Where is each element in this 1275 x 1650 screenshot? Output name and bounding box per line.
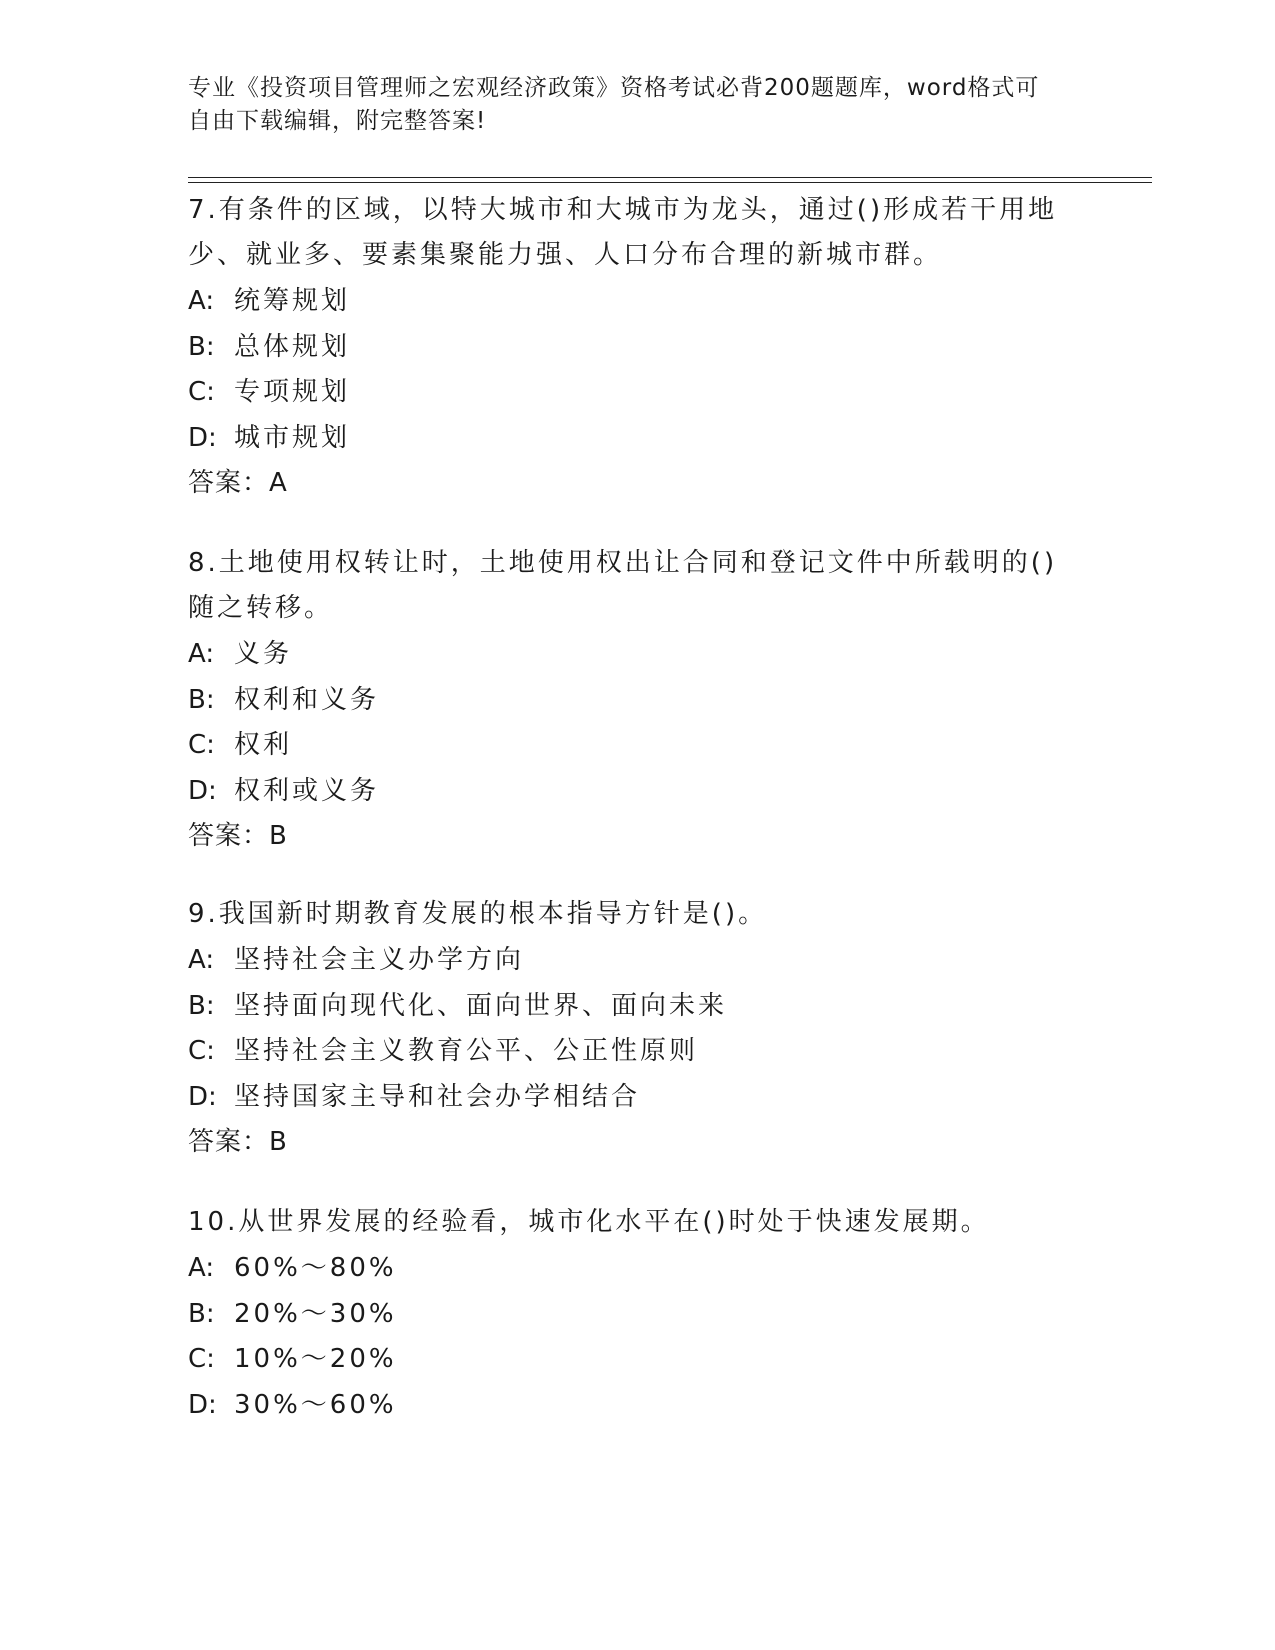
option-label: D: xyxy=(188,775,217,806)
option-label: A: xyxy=(188,1253,215,1283)
option-b xyxy=(188,325,1088,371)
option-text: 专项规划 xyxy=(234,377,351,407)
option-label: A: xyxy=(188,286,215,316)
header-line-2: 自由下载编辑，附完整答案! xyxy=(188,108,487,134)
question-stem-line: 8.土地使用权转让时，土地使用权出让合同和登记文件中所载明的() xyxy=(188,548,1058,578)
question-stem-line: 少、就业多、要素集聚能力强、人口分布合理的新城市群。 xyxy=(188,240,943,270)
option-label: B: xyxy=(188,1298,215,1329)
question-stem-line: 10.从世界发展的经验看，城市化水平在()时处于快速发展期。 xyxy=(188,1207,990,1237)
option-d xyxy=(188,1075,1088,1121)
option-label: C: xyxy=(188,1344,215,1374)
option-text: 权利或义务 xyxy=(234,775,380,806)
option-text: 坚持社会主义教育公平、公正性原则 xyxy=(234,1036,699,1066)
option-text: 城市规划 xyxy=(234,422,351,453)
option-c xyxy=(188,1337,1088,1383)
option-label: C: xyxy=(188,1036,215,1066)
answer-value: B xyxy=(269,821,287,851)
option-label: B: xyxy=(188,684,215,715)
option-text: 总体规划 xyxy=(234,331,351,362)
question-stem-line: 9.我国新时期教育发展的根本指导方针是()。 xyxy=(188,899,768,929)
question-7 xyxy=(188,188,1088,506)
option-d xyxy=(188,416,1088,462)
option-text: 权利 xyxy=(234,730,293,760)
option-a xyxy=(188,1246,1088,1292)
option-text: 权利和义务 xyxy=(234,684,380,715)
option-text: 坚持面向现代化、面向世界、面向未来 xyxy=(234,990,728,1021)
answer-label: 答案： xyxy=(188,468,270,498)
option-label: D: xyxy=(188,422,217,453)
question-8 xyxy=(188,541,1088,859)
question-10 xyxy=(188,1200,1088,1428)
option-label: D: xyxy=(188,1081,217,1112)
option-text: 10%～20% xyxy=(234,1344,397,1374)
question-stem xyxy=(188,1200,1088,1245)
option-label: C: xyxy=(188,377,215,407)
option-c xyxy=(188,370,1088,416)
option-d xyxy=(188,1383,1088,1429)
option-label: D: xyxy=(188,1389,217,1420)
question-stem xyxy=(188,188,1088,278)
option-label: A: xyxy=(188,945,215,975)
option-label: B: xyxy=(188,331,215,362)
header-divider-bottom xyxy=(188,182,1152,183)
question-stem-line: 随之转移。 xyxy=(188,593,334,623)
option-a xyxy=(188,632,1088,678)
option-text: 坚持社会主义办学方向 xyxy=(234,945,525,975)
answer-value: A xyxy=(269,468,287,498)
answer-label: 答案： xyxy=(188,1127,270,1157)
question-9 xyxy=(188,892,1088,1165)
option-d xyxy=(188,769,1088,815)
answer-line xyxy=(188,461,1088,506)
option-b xyxy=(188,678,1088,724)
option-b xyxy=(188,984,1088,1030)
question-stem xyxy=(188,892,1088,937)
answer-label: 答案： xyxy=(188,821,270,851)
document-header xyxy=(188,72,1068,138)
option-a xyxy=(188,279,1088,325)
option-text: 坚持国家主导和社会办学相结合 xyxy=(234,1081,641,1112)
option-text: 30%～60% xyxy=(234,1389,397,1420)
option-a xyxy=(188,938,1088,984)
option-label: B: xyxy=(188,990,215,1021)
option-c xyxy=(188,723,1088,769)
option-label: A: xyxy=(188,639,215,669)
question-stem xyxy=(188,541,1088,631)
header-line-1: 专业《投资项目管理师之宏观经济政策》资格考试必背200题题库，word格式可 xyxy=(188,75,1040,101)
answer-line xyxy=(188,814,1088,859)
option-text: 20%～30% xyxy=(234,1298,397,1329)
header-divider-top xyxy=(188,177,1152,178)
question-stem-line: 7.有条件的区域，以特大城市和大城市为龙头，通过()形成若干用地 xyxy=(188,195,1058,225)
answer-line xyxy=(188,1120,1088,1165)
option-label: C: xyxy=(188,730,215,760)
option-text: 60%～80% xyxy=(234,1253,397,1283)
option-c xyxy=(188,1029,1088,1075)
option-b xyxy=(188,1292,1088,1338)
answer-value: B xyxy=(269,1127,287,1157)
option-text: 义务 xyxy=(234,639,293,669)
option-text: 统筹规划 xyxy=(234,286,351,316)
